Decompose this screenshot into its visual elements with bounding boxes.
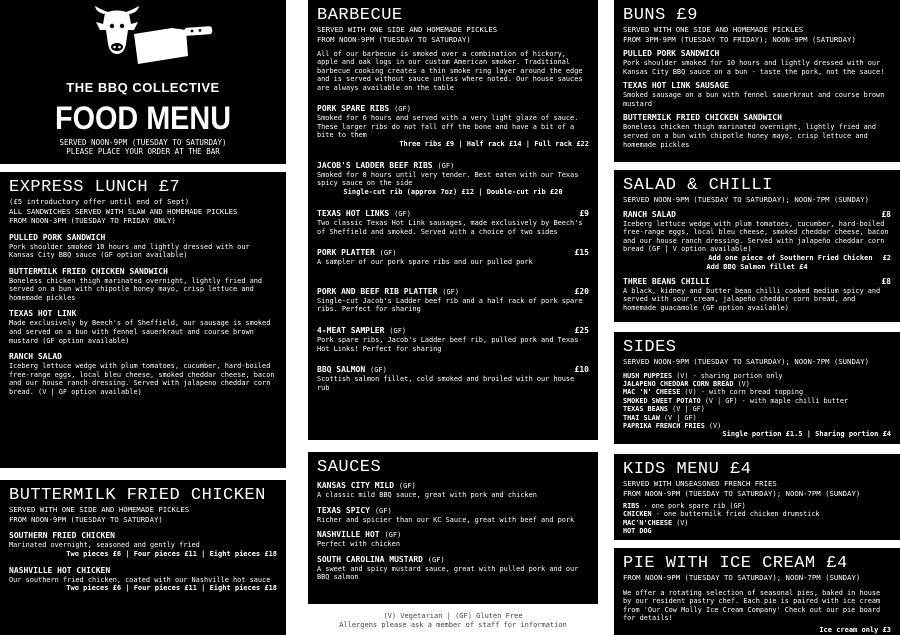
pie-hours: FROM NOON-9PM (TUESDAY TO SATURDAY); NOON-7PM (SUNDAY): [623, 573, 861, 582]
menu-item: [623, 113, 891, 149]
menu-item: [9, 566, 277, 594]
item-name: BUTTERMILK FRIED CHICKEN SANDWICH: [9, 266, 168, 276]
list-item: CHICKEN - one buttermilk fried chicken drumstick: [623, 510, 820, 519]
list-item: TEXAS BEANS (V | GF): [623, 405, 705, 414]
list-item: JALAPENO CHEDDAR CORN BREAD (V): [623, 379, 750, 388]
item-desc: Pork spare ribs, Jacob's Ladder beef rib, pulled pork and Texas Hot Links! Perfect for sharing: [317, 335, 579, 353]
list-item: MAC 'N' CHEESE (V) - with corn bread topping: [623, 388, 804, 397]
item-name: TEXAS HOT LINK SAUSAGE: [623, 81, 729, 91]
menu-item: [317, 209, 589, 236]
menu-item: [9, 233, 277, 260]
sides-panel: [614, 332, 900, 444]
sides-price: Single portion £1.5 | Sharing portion £4: [722, 430, 891, 439]
item-desc: Smoked for 8 hours until very tender. Best eaten with our Texas spicy sauce on the side: [317, 170, 579, 188]
header-panel: [0, 0, 286, 164]
logo-cow-cleaver-icon: [68, 4, 218, 72]
kids-menu-panel: [614, 454, 900, 540]
item-price-right: £8: [881, 209, 891, 219]
pie-title: PIE WITH ICE CREAM £4: [623, 554, 848, 573]
sauce-item: [317, 530, 589, 549]
item-name: RANCH SALAD: [623, 209, 676, 219]
item-tag: (GF): [427, 555, 445, 564]
item-tag: (GF): [437, 161, 455, 170]
addon-price: £2: [882, 253, 891, 262]
item-tag: (GF): [389, 326, 407, 335]
kids-hours: FROM NOON-9PM (TUESDAY TO SATURDAY); NOON-7PM (SUNDAY): [623, 488, 861, 498]
fried-chicken-panel: [0, 480, 286, 635]
item-name: THREE BEANS CHILLI: [623, 276, 710, 286]
express-lunch-panel: [0, 172, 286, 468]
menu-item: [623, 277, 891, 313]
item-desc: Smoked for 6 hours and served with a very light glaze of sauce. These larger ribs do not fall off the bone and have a bit of a bite to them: [317, 114, 579, 140]
item-name: TEXAS SPICY: [317, 505, 370, 515]
menu-item: [9, 352, 277, 396]
fried-chicken-title: BUTTERMILK FRIED CHICKEN: [9, 486, 266, 505]
item-desc: Pork shoulder smoked 10 hours and lightly dressed with our Kansas City BBQ sauce (GF option available): [9, 242, 250, 260]
express-hours: FROM NOON-3PM (TUESDAY TO FRIDAY ONLY): [9, 216, 176, 225]
barbecue-hours: FROM NOON-9PM (TUESDAY TO SATURDAY): [317, 34, 471, 44]
buns-hours: FROM 3PM-9PM (TUESDAY TO FRIDAY); NOON-9PM (SATURDAY): [623, 34, 856, 44]
item-desc: Marinated overnight, seasoned and gently fried: [9, 541, 200, 549]
item-desc: Pork shoulder smoked for 10 hours and lightly dressed with our Kansas City BBQ sauce on a bun - taste the pork, not the sauce!: [623, 59, 885, 76]
menu-item: [623, 210, 891, 272]
item-name: PORK AND BEEF RIB PLATTER: [317, 286, 438, 296]
list-item: RIBS - one pork spare rib (GF): [623, 502, 746, 510]
express-sub: ALL SANDWICHES SERVED WITH SLAW AND HOMEMADE PICKLES: [9, 206, 238, 216]
item-name: PORK SPARE RIBS: [317, 104, 390, 114]
chicken-hours: FROM NOON-9PM (TUESDAY TO SATURDAY): [9, 514, 163, 524]
addon-label: Add one piece of Southern Fried Chicken: [708, 253, 873, 262]
menu-item: [317, 326, 589, 353]
item-price: Single-cut rib (approx 7oz) £12 | Double-cut rib £20: [343, 188, 563, 196]
buns-sub: SERVED WITH ONE SIDE AND HOMEMADE PICKLES: [623, 25, 804, 34]
addon-row: [623, 254, 891, 263]
express-lunch-title: EXPRESS LUNCH £7: [9, 178, 181, 197]
sides-list: [623, 372, 891, 431]
buns-title: BUNS £9: [623, 6, 698, 25]
kids-menu-title: KIDS MENU £4: [623, 460, 752, 479]
sauces-title: SAUCES: [317, 458, 382, 477]
menu-item: [317, 287, 589, 314]
item-name: PORK PLATTER: [317, 248, 375, 258]
menu-title: FOOD MENU: [54, 100, 231, 136]
menu-item: [9, 309, 277, 345]
item-name: RANCH SALAD: [9, 352, 62, 362]
item-desc: Our southern fried chicken, coated with our Nashville hot sauce: [9, 575, 271, 584]
item-desc: Scottish salmon fillet, cold smoked and broiled with our house rub: [317, 375, 575, 392]
item-price-right: £20: [574, 286, 589, 296]
item-desc: A sampler of our pork spare ribs and our pulled pork: [317, 258, 533, 267]
chicken-sub: SERVED WITH ONE SIDE AND HOMEMADE PICKLES: [9, 505, 190, 514]
item-name: 4-MEAT SAMPLER: [317, 325, 385, 335]
list-item: SMOKED SWEET POTATO (V | GF) - with maple chilli butter: [623, 396, 849, 405]
addon-price: £4: [799, 262, 808, 271]
item-price-right: £15: [574, 248, 589, 258]
sauce-item: [317, 555, 589, 582]
item-name: TEXAS HOT LINK: [9, 309, 77, 319]
item-price-right: £10: [574, 365, 589, 375]
item-tag: (GF): [370, 366, 387, 375]
kids-list: [623, 502, 891, 536]
item-name: TEXAS HOT LINKS: [317, 209, 390, 218]
item-name: NASHVILLE HOT: [317, 530, 380, 540]
dietary-key: (V) Vegetarian | (GF) Gluten Free: [383, 612, 523, 620]
sides-hours: SERVED NOON-9PM (TUESDAY TO SATURDAY); NOON-7PM (SUNDAY): [623, 357, 870, 366]
barbecue-intro: All of our barbecue is smoked over a combination of hickory, apple and oak logs in our custom American smoker. Traditional barbecue cooking creates a thin smoke ring layer around the edge and is served without sauce unless where noted. Our house sauces are always available on the table: [317, 50, 583, 92]
item-price-right: £25: [574, 325, 589, 335]
item-desc: Iceberg lettuce wedge with plum tomatoes, cucumber, hard-boiled free-range eggs, local bleu cheese, smoked cheddar cheese, bacon and our house ranch dressing. Served with jalapeño cheddar corn bread (GF | V option available): [623, 219, 889, 254]
buns-panel: [614, 0, 900, 162]
pie-desc: We offer a rotating selection of seasonal pies, baked in house by our resident pastry chef. Each pie is paired with ice cream from 'Our Cow Molly Ice Cream Company' Check out our pie board for details!: [623, 588, 881, 623]
salad-hours: SERVED NOON-9PM (TUESDAY TO SATURDAY); NOON-7PM (SUNDAY): [623, 195, 870, 204]
menu-item: [317, 161, 589, 197]
barbecue-sub: SERVED WITH ONE SIDE AND HOMEMADE PICKLES: [317, 25, 498, 34]
item-name: BBQ SALMON: [317, 365, 366, 375]
item-price-right: £8: [881, 276, 891, 286]
list-item: THAI SLAW (V | GF): [623, 413, 697, 422]
list-item: MAC'N'CHEESE (V): [623, 518, 689, 527]
item-price: Three ribs £9 | Half rack £14 | Full rack £22: [399, 139, 589, 148]
item-price-right: £9: [579, 209, 589, 218]
item-desc: A classic mild BBQ sauce, great with pork and chicken: [317, 491, 537, 499]
allergen-note: Allergens please ask a member of staff for information: [339, 621, 567, 629]
menu-item: [317, 248, 589, 267]
item-desc: Boneless chicken thigh marinated overnight, lightly fried and served on a bun with chipotle honey mayo, crisp lettuce and homemade pickles: [623, 123, 877, 149]
addon-row: [623, 263, 891, 272]
item-tag: (GF): [398, 482, 416, 490]
header-hours: SERVED NOON-9PM (TUESDAY TO SATURDAY): [59, 138, 227, 147]
item-desc: Boneless chicken thigh marinated overnight, lightly fried and served on a bun with chipotle honey mayo, crisp lettuce and homemade pickles: [9, 276, 263, 302]
sauce-item: [317, 481, 589, 500]
pie-price: Ice cream only £3: [819, 625, 891, 634]
salad-chilli-title: SALAD & CHILLI: [623, 176, 773, 195]
menu-item: [9, 267, 277, 303]
menu-item: [317, 104, 589, 149]
salad-chilli-panel: [614, 170, 900, 322]
item-name: NASHVILLE HOT CHICKEN: [9, 565, 111, 575]
sides-title: SIDES: [623, 338, 677, 357]
barbecue-title: BARBECUE: [317, 6, 403, 25]
item-desc: Perfect with chicken: [317, 540, 400, 549]
kids-sub: SERVED WITH UNSEASONED FRENCH FRIES: [623, 479, 777, 488]
addon-label: Add BBQ Salmon fillet: [706, 262, 795, 271]
item-desc: Single-cut Jacob's Ladder beef rib and a half rack of pork spare ribs. Perfect for sharing: [317, 296, 583, 314]
item-name: KANSAS CITY MILD: [317, 481, 395, 490]
item-name: SOUTH CAROLINA MUSTARD: [317, 554, 423, 564]
list-item: PAPRIKA FRENCH FRIES (V): [623, 421, 722, 430]
pie-panel: [614, 548, 900, 635]
item-name: SOUTHERN FRIED CHICKEN: [9, 531, 115, 540]
item-tag: (GF): [442, 287, 460, 296]
item-desc: Richer and spicier than our KC Sauce, great with beef and pork: [317, 515, 575, 524]
list-item: HOT DOG: [623, 527, 652, 536]
express-offer: (£5 introductory offer until end of Sept): [9, 197, 190, 206]
item-price: Two pieces £6 | Four pieces £11 | Eight pieces £18: [66, 549, 277, 558]
item-tag: (GF): [374, 506, 392, 515]
item-desc: Smoked sausage on a bun with fennel sauerkraut and course brown mustard: [623, 91, 885, 108]
menu-item: [317, 365, 589, 392]
item-tag: (GF): [394, 210, 411, 218]
list-item: HUSH PUPPIES (V) - sharing portion only: [623, 371, 783, 380]
sauces-panel: [308, 452, 598, 604]
barbecue-panel: [308, 0, 598, 440]
dietary-footer: [308, 612, 598, 630]
brand-name: THE BBQ COLLECTIVE: [66, 80, 220, 95]
menu-item: [623, 49, 891, 76]
item-tag: (GF): [394, 105, 411, 114]
sauce-item: [317, 506, 589, 525]
item-price: Two pieces £6 | Four pieces £11 | Eight pieces £18: [66, 584, 277, 593]
item-name: BUTTERMILK FRIED CHICKEN SANDWICH: [623, 113, 782, 123]
item-desc: Two classic Texas Hot Link sausages, made exclusively by Beech's of Sheffield and smoked. Served with a choice of two sides: [317, 219, 583, 236]
item-desc: A sweet and spicy mustard sauce, great with pulled pork and our BBQ salmon: [317, 564, 579, 582]
menu-item: [623, 81, 891, 108]
header-order-note: PLEASE PLACE YOUR ORDER AT THE BAR: [66, 147, 220, 156]
item-tag: (GF): [384, 531, 402, 540]
item-desc: Iceberg lettuce wedge with plum tomatoes, cucumber, hard-boiled free-range eggs, local bleu cheese, smoked cheddar cheese, bacon and our house ranch dressing. Served with jalapeno cheddar corn bread. (V | GF option available): [9, 362, 275, 397]
item-tag: (GF): [379, 249, 397, 258]
menu-item: [9, 531, 277, 559]
item-name: JACOB'S LADDER BEEF RIBS: [317, 160, 433, 170]
item-desc: A black, kidney and butter bean chilli cooked medium spicy and served with sour cream, jalapeño cheddar corn bread, and homemade guacamole (GF option available): [623, 286, 881, 313]
item-desc: Made exclusively by Beech's of Sheffield, our sausage is smoked and served on a bun with fennel sauerkraut and course brown mustard (GF option available): [9, 319, 271, 345]
item-name: PULLED PORK SANDWICH: [623, 49, 720, 58]
item-name: PULLED PORK SANDWICH: [9, 232, 106, 242]
